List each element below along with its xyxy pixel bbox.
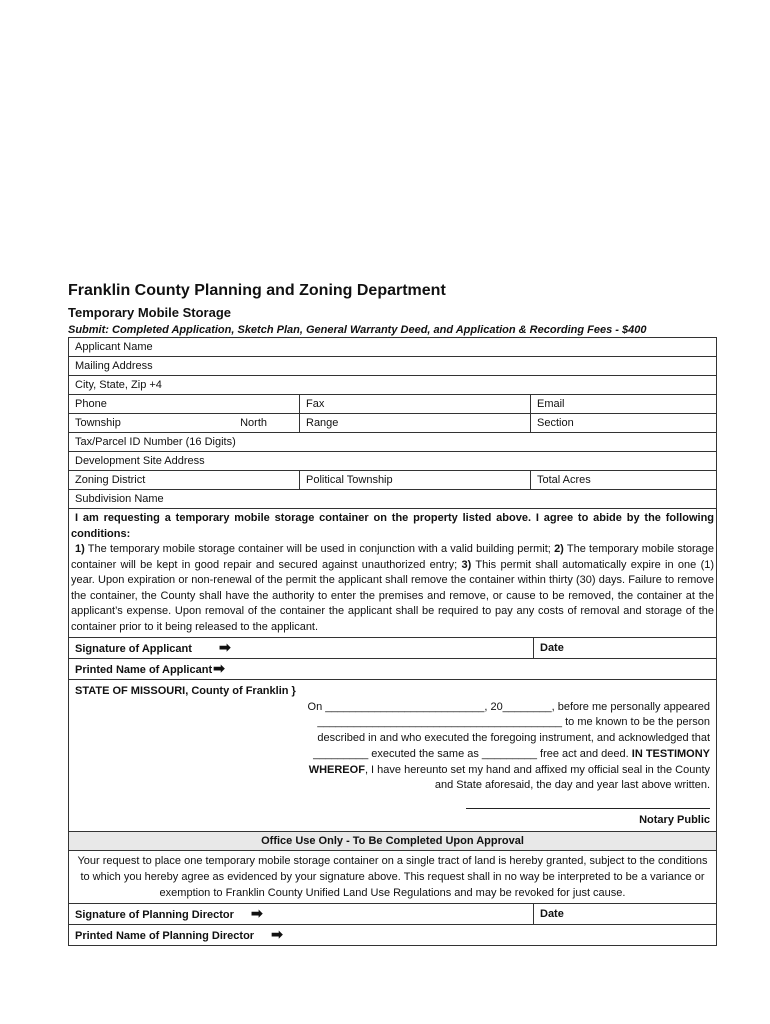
table-row [69, 357, 717, 376]
table-row [69, 831, 717, 850]
notary-line: described in and who executed the foregoing instrument, and acknowledged that [317, 732, 711, 745]
page-title: Franklin County Planning and Zoning Department [68, 282, 446, 299]
arrow-right-icon: ➡ [219, 639, 231, 655]
development-site-field[interactable]: Development Site Address [69, 452, 717, 471]
email-field[interactable]: Email [531, 395, 717, 414]
notary-state-line: STATE OF MISSOURI, County of Franklin } [75, 685, 296, 697]
political-township-field[interactable]: Political Township [300, 471, 531, 490]
range-field[interactable]: Range [300, 414, 531, 433]
table-row [69, 433, 717, 452]
conditions-intro: I am requesting a temporary mobile storage container on the property listed above. I agree to abide by the following conditions: [71, 512, 715, 540]
applicant-printed-name-field[interactable]: Printed Name of Applicant➡ [69, 659, 717, 680]
table-row [69, 509, 717, 638]
form-subtitle: Temporary Mobile Storage [68, 305, 232, 320]
table-row [69, 659, 717, 680]
notary-line: ________________________________________ to me known to be the person [317, 716, 711, 729]
section-field[interactable]: Section [531, 414, 717, 433]
notary-block [69, 680, 717, 832]
city-state-zip-field[interactable]: City, State, Zip +4 [69, 376, 717, 395]
table-row [69, 471, 717, 490]
table-row [69, 850, 717, 903]
phone-field[interactable]: Phone [69, 395, 300, 414]
tax-parcel-field[interactable]: Tax/Parcel ID Number (16 Digits) [69, 433, 717, 452]
table-row [69, 924, 717, 945]
table-row [69, 395, 717, 414]
table-row [69, 638, 717, 659]
township-field[interactable]: Township North [69, 414, 300, 433]
arrow-right-icon: ➡ [213, 660, 225, 676]
zoning-district-field[interactable]: Zoning District [69, 471, 300, 490]
submit-instructions: Submit: Completed Application, Sketch Plan, General Warranty Deed, and Application & Recording Fees - $400 [68, 324, 647, 336]
director-signature-field[interactable]: Signature of Planning Director ➡ [69, 903, 534, 924]
table-row [69, 452, 717, 471]
condition-2: The temporary mobile storage container will be kept in good repair and secured against unauthorized entry; [71, 543, 715, 571]
subdivision-field[interactable]: Subdivision Name [69, 490, 717, 509]
condition-1: The temporary mobile storage container will be used in conjunction with a valid building permit; [87, 543, 551, 555]
table-row [69, 903, 717, 924]
table-row [69, 376, 717, 395]
office-use-heading: Office Use Only - To Be Completed Upon Approval [69, 831, 717, 850]
table-row [69, 414, 717, 433]
table-row [69, 680, 717, 832]
conditions-table [68, 509, 717, 946]
arrow-right-icon: ➡ [271, 925, 283, 942]
notary-line: WHEREOF, I have hereunto set my hand and affixed my official seal in the County [308, 763, 711, 776]
conditions-text: I am requesting a temporary mobile storage container on the property listed above. I agree to abide by the following conditions: 1) The temporary mobile storage container will be used in conjunction with a valid building permit; 2) The temporary mobile storage container will be kept in good repair and secured against unauthorized entry; 3) This permit shall automatically expire in one (1) year. Upon expiration or non-renewal of the permit the applicant shall remove the container within thirty (30) days. Failure to remove the container, the County shall have the authority to enter the premises and remove, or cause to be removed, the container at the applicant’s expense. Upon removal of the container the applicant shall be required to pay any costs of removal and storage of the container prior to it being released to the applicant. [69, 509, 717, 638]
condition-3: This permit shall automatically expire in one (1) year. Upon expiration or non-renewal of the permit the applicant shall remove the container within thirty (30) days. Failure to remove the container, the County shall have the authority to enter the premises and remove, or cause to be removed, the container at the applicant’s expense. Upon removal of the container the applicant shall be required to pay any costs of removal and storage of the container prior to it being released to the applicant. [71, 558, 715, 633]
director-printed-name-field[interactable]: Printed Name of Planning Director ➡ [69, 924, 717, 945]
arrow-right-icon: ➡ [250, 904, 263, 921]
notary-public-label: Notary Public [639, 813, 711, 826]
director-date-field[interactable]: Date [534, 903, 717, 924]
notary-line: On __________________________, 20________, before me personally appeared [307, 700, 711, 713]
applicant-signature-field[interactable]: Signature of Applicant ➡ [69, 638, 534, 659]
table-row [69, 490, 717, 509]
application-form [68, 280, 716, 946]
fax-field[interactable]: Fax [300, 395, 531, 414]
notary-line: and State aforesaid, the day and year last above written. [434, 779, 711, 792]
approval-text: Your request to place one temporary mobile storage container on a single tract of land is hereby granted, subject to the conditions to which you hereby agree as evidenced by your signature above. This request shall in no way be interpreted to be a variance or exemption to Franklin County Unified Land Use Regulations and may be revoked for just cause. [69, 850, 717, 903]
mailing-address-field[interactable]: Mailing Address [69, 357, 717, 376]
applicant-date-field[interactable]: Date [534, 638, 717, 659]
applicant-info-table [68, 337, 717, 509]
total-acres-field[interactable]: Total Acres [531, 471, 717, 490]
notary-line: _________ executed the same as _________ free act and deed. IN TESTIMONY [313, 747, 711, 760]
north-label: North [240, 417, 267, 429]
applicant-name-field[interactable]: Applicant Name [69, 338, 717, 357]
table-row [69, 338, 717, 357]
